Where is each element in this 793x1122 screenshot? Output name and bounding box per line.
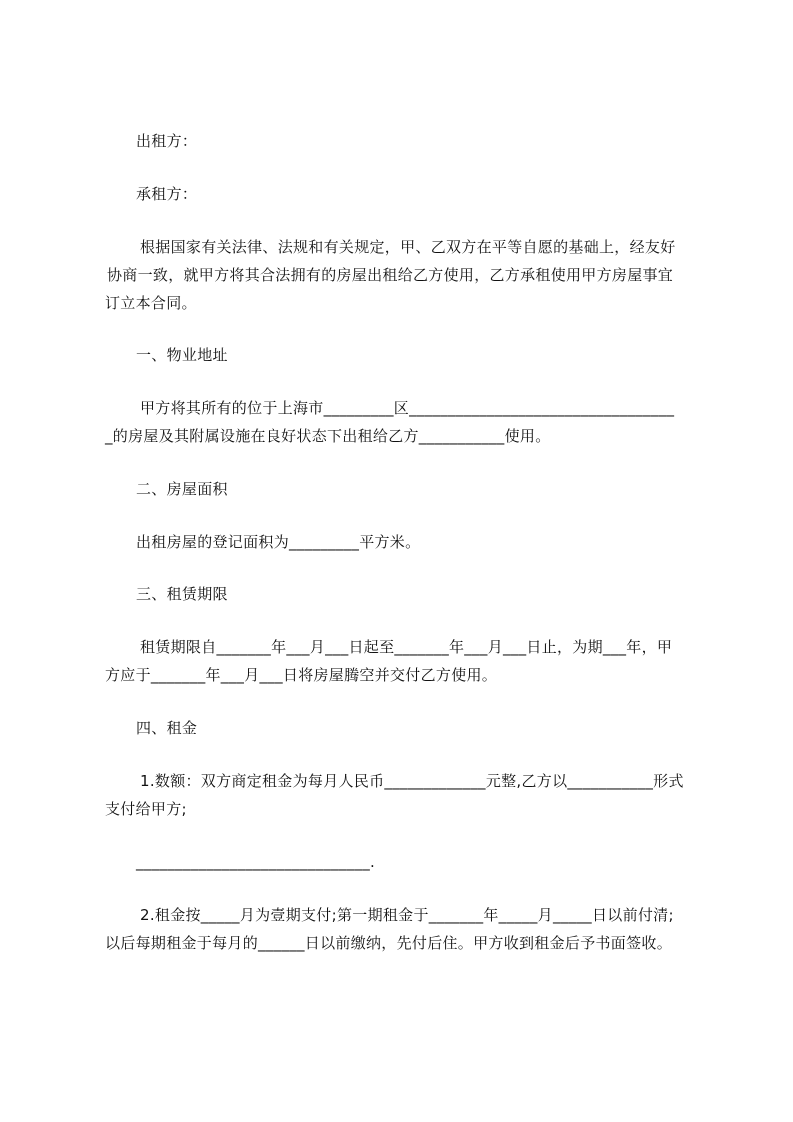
rent-item1-line-1: 1.数额：双方商定租金为每月人民币_____________元整,乙方以___________形式 — [140, 772, 684, 790]
term-line-2: 方应于_______年___月___日将房屋腾空并交付乙方使用。 — [105, 666, 498, 684]
term-line-1: 租赁期限自_______年___月___日起至_______年___月___日止，为期___年，甲 — [140, 638, 673, 656]
area-line-1: 出租房屋的登记面积为_________平方米。 — [136, 533, 421, 551]
section-heading-address: 一、物业地址 — [136, 346, 228, 364]
intro-line-3: 订立本合同。 — [105, 294, 197, 312]
intro-line-2: 协商一致，就甲方将其合法拥有的房屋出租给乙方使用，乙方承租使用甲方房屋事宜 — [107, 266, 674, 284]
intro-line-1: 根据国家有关法律、法规和有关规定，甲、乙双方在平等自愿的基础上，经友好 — [140, 238, 676, 256]
lessee-label: 承租方： — [136, 185, 198, 203]
section-heading-area: 二、房屋面积 — [136, 480, 228, 498]
rent-blank-line: ______________________________. — [136, 853, 376, 871]
address-line-1: 甲方将其所有的位于上海市_________区__________________________________ — [140, 399, 675, 417]
section-heading-term: 三、租赁期限 — [136, 585, 228, 603]
address-line-2: _的房屋及其附属设施在良好状态下出租给乙方___________使用。 — [105, 427, 551, 445]
lessor-label: 出租方： — [136, 132, 198, 150]
rent-item2-line-1: 2.租金按_____月为壹期支付;第一期租金于_______年_____月_____日以前付清; — [140, 906, 674, 924]
rent-item2-line-2: 以后每期租金于每月的______日以前缴纳，先付后住。甲方收到租金后予书面签收。 — [105, 934, 673, 952]
rent-item1-line-2: 支付给甲方; — [105, 800, 187, 818]
section-heading-rent: 四、租金 — [136, 719, 198, 737]
